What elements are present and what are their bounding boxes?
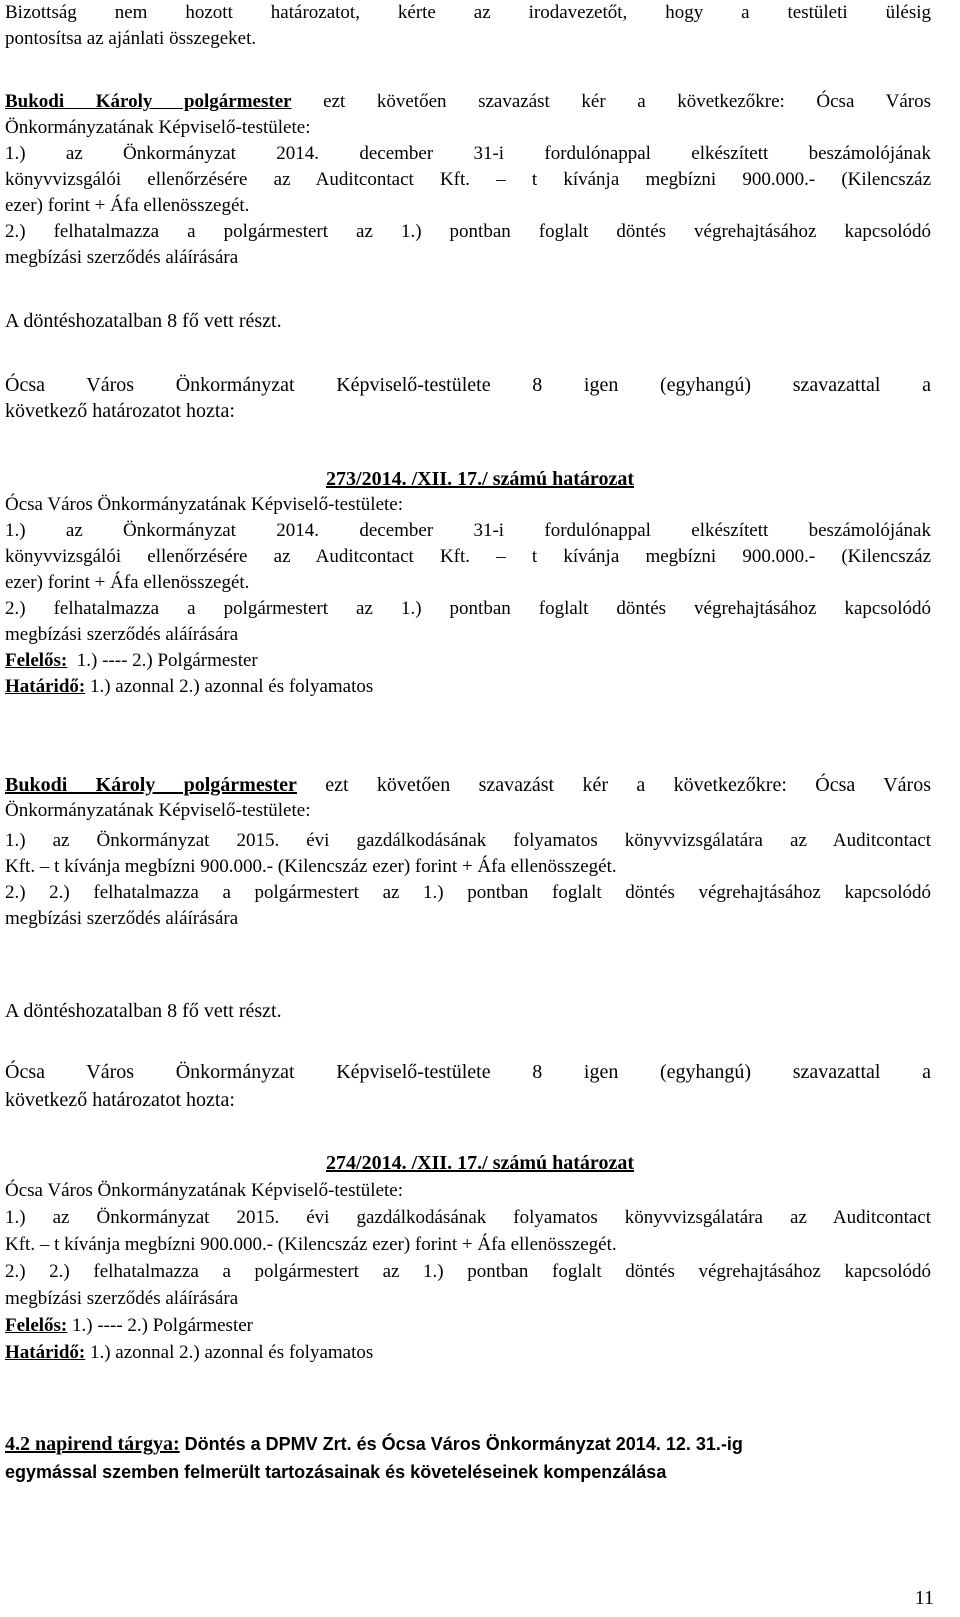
deadline-value: 1.) azonnal 2.) azonnal és folyamatos [85,1342,374,1363]
vote1-line-5: ezer) forint + Áfa ellenösszegét. [5,195,250,216]
res274-line-1: Ócsa Város Önkormányzatának Képviselő-testülete: [5,1180,403,1201]
agenda-label: 4.2 napirend tárgya: [5,1433,180,1455]
vote1-intro-rest: ezt követően szavazást kér a következőkre: Ócsa Város [291,91,931,112]
vote1-line-2: Önkormányzatának Képviselő-testülete: [5,117,311,138]
speaker-name: Bukodi Károly polgármester [5,774,297,796]
responsible-label: Felelős: [5,1315,68,1336]
vote2-result-line-1: Ócsa Város Önkormányzat Képviselő-testülete 8 igen (egyhangú) szavazattal a [5,1061,931,1083]
vote2-intro-rest: ezt követően szavazást kér a következőkre: Ócsa Város [296,774,931,796]
vote1-line-7: megbízási szerződés aláírására [5,247,239,268]
agenda-heading [5,1431,931,1458]
res274-line-3: Kft. – t kívánja megbízni 900.000.- (Kilencszáz ezer) forint + Áfa ellenösszegét. [5,1234,617,1255]
resolution-274-title: 274/2014. /XII. 17./ számú határozat [326,1152,634,1174]
res273-line-6: megbízási szerződés aláírására [5,624,239,645]
res274-deadline [5,1340,931,1366]
vote2-line-6: megbízási szerződés aláírására [5,908,239,929]
vote2-participation: A döntéshozatalban 8 fő vett részt. [5,1000,282,1022]
intro-line-1: Bizottság nem hozott határozatot, kérte az irodavezetőt, hogy a testületi ülésig [5,2,931,23]
vote1-participation: A döntéshozatalban 8 fő vett részt. [5,310,282,332]
speaker-name: Bukodi Károly polgármester [5,91,292,112]
res274-line-5: megbízási szerződés aláírására [5,1288,239,1309]
vote2-line-4: Kft. – t kívánja megbízni 900.000.- (Kilencszáz ezer) forint + Áfa ellenösszegét. [5,856,617,877]
res273-deadline [5,674,931,700]
vote1-line-3: 1.) az Önkormányzat 2014. december 31-i fordulónappal elkészített beszámolójának [5,143,931,164]
responsible-label: Felelős: [5,650,68,671]
responsible-value: 1.) ---- 2.) Polgármester [67,650,258,671]
vote2-result-line-2: következő határozatot hozta: [5,1089,235,1111]
vote1-line-4: könyvvizsgálói ellenőrzésére az Auditcontact Kft. – t kívánja megbízni 900.000.- (Kilencszáz [5,169,931,190]
vote2-line-3: 1.) az Önkormányzat 2015. évi gazdálkodásának folyamatos könyvvizsgálatára az Auditcontact [5,830,931,851]
resolution-273-title: 273/2014. /XII. 17./ számú határozat [326,468,634,490]
res273-line-3: könyvvizsgálói ellenőrzésére az Auditcontact Kft. – t kívánja megbízni 900.000.- (Kilencszáz [5,546,931,567]
agenda-title-1: Döntés a DPMV Zrt. és Ócsa Város Önkormányzat 2014. 12. 31.-ig [179,1434,743,1454]
vote2-intro [5,772,931,798]
vote1-line-6: 2.) felhatalmazza a polgármestert az 1.) pontban foglalt döntés végrehajtásához kapcsolódó [5,221,931,242]
res273-line-5: 2.) felhatalmazza a polgármestert az 1.) pontban foglalt döntés végrehajtásához kapcsolódó [5,598,931,619]
res273-line-1: Ócsa Város Önkormányzatának Képviselő-testülete: [5,494,403,515]
intro-line-2: pontosítsa az ajánlati összegeket. [5,28,257,49]
vote2-line-2: Önkormányzatának Képviselő-testülete: [5,800,311,821]
vote2-line-5: 2.) 2.) felhatalmazza a polgármestert az 1.) pontban foglalt döntés végrehajtásához kapcsolódó [5,882,931,903]
res273-line-2: 1.) az Önkormányzat 2014. december 31-i fordulónappal elkészített beszámolójának [5,520,931,541]
res274-line-4: 2.) 2.) felhatalmazza a polgármestert az 1.) pontban foglalt döntés végrehajtásához kapcsolódó [5,1261,931,1282]
res273-responsible [5,648,931,674]
agenda-title-2: egymással szemben felmerült tartozásainak és követeléseinek kompenzálása [5,1462,667,1482]
deadline-label: Határidő: [5,1342,86,1363]
responsible-value: 1.) ---- 2.) Polgármester [67,1315,253,1336]
deadline-label: Határidő: [5,676,86,697]
vote1-result-line-1: Ócsa Város Önkormányzat Képviselő-testülete 8 igen (egyhangú) szavazattal a [5,374,931,396]
deadline-value: 1.) azonnal 2.) azonnal és folyamatos [85,676,374,697]
page-number: 11 [914,1587,934,1609]
vote1-intro [5,89,931,115]
res274-line-2: 1.) az Önkormányzat 2015. évi gazdálkodásának folyamatos könyvvizsgálatára az Auditcontact [5,1207,931,1228]
vote1-result-line-2: következő határozatot hozta: [5,400,235,422]
res274-responsible [5,1313,931,1339]
res273-line-4: ezer) forint + Áfa ellenösszegét. [5,572,250,593]
